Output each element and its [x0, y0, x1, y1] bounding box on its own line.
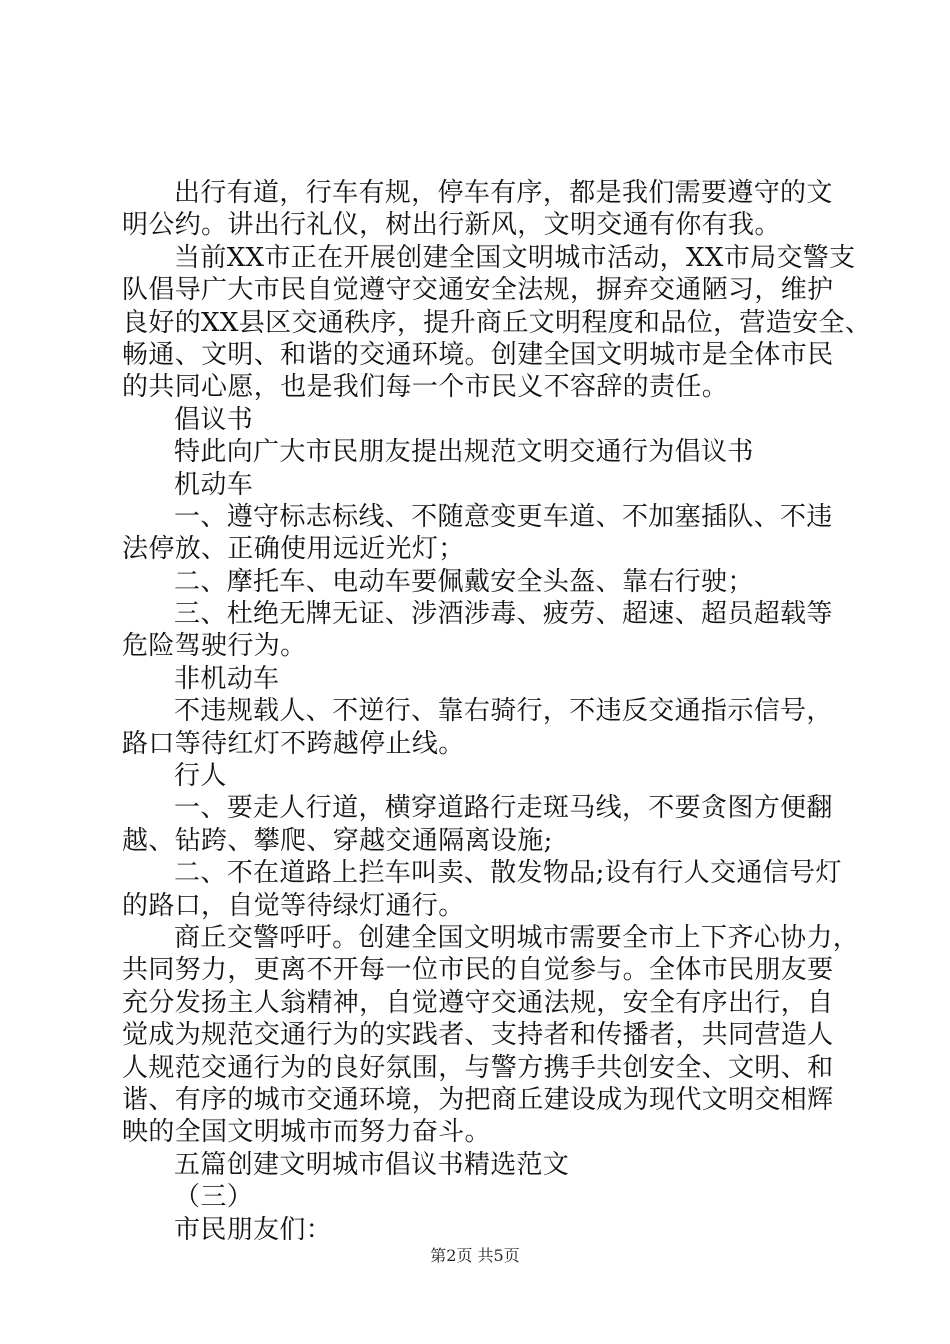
text-line: 当前XX市正在开展创建全国文明城市活动，XX市局交警支 — [174, 242, 856, 273]
section-heading: 倡议书 — [174, 404, 254, 435]
section-heading: （三） — [174, 1182, 254, 1213]
section-heading: 非机动车 — [174, 663, 280, 694]
text-line: 映的全国文明城市而努力奋斗。 — [122, 1117, 491, 1148]
text-line: 二、不在道路上拦车叫卖、散发物品;设有行人交通信号灯 — [174, 858, 842, 889]
text-line: 队倡导广大市民自觉遵守交通安全法规，摒弃交通陋习，维护 — [122, 275, 834, 306]
section-heading: 行人 — [174, 761, 227, 792]
text-line: 商丘交警呼吁。创建全国文明城市需要全市上下齐心协力， — [174, 922, 860, 953]
text-line: 谐、有序的城市交通环境，为把商丘建设成为现代文明交相辉 — [122, 1084, 834, 1115]
text-line: 共同努力，更离不开每一位市民的自觉参与。全体市民朋友要 — [122, 955, 834, 986]
text-line: 人规范交通行为的良好氛围，与警方携手共创安全、文明、和 — [122, 1052, 834, 1083]
text-line: 法停放、正确使用远近光灯； — [122, 534, 465, 565]
document-body — [122, 177, 872, 1246]
section-heading: 机动车 — [174, 469, 254, 500]
salutation: 市民朋友们： — [174, 1214, 333, 1245]
text-line: 出行有道，行车有规，停车有序，都是我们需要遵守的文 — [174, 178, 833, 208]
page-number-footer: 第2页 共5页 — [430, 1246, 520, 1265]
text-line: 良好的XX县区交通秩序，提升商丘文明程度和品位，营造安全、 — [122, 307, 872, 338]
text-line: 充分发扬主人翁精神，自觉遵守交通法规，安全有序出行，自 — [122, 987, 834, 1018]
text-line: 一、要走人行道，横穿道路行走斑马线，不要贪图方便翻 — [174, 793, 833, 824]
text-line: 觉成为规范交通行为的实践者、支持者和传播者，共同营造人 — [122, 1020, 834, 1051]
text-line: 的共同心愿，也是我们每一个市民义不容辞的责任。 — [122, 372, 729, 403]
text-line: 的路口，自觉等待绿灯通行。 — [122, 890, 465, 921]
text-line: 危险驾驶行为。 — [122, 631, 307, 662]
text-line: 不违规载人、不逆行、靠右骑行，不违反交通指示信号， — [174, 696, 833, 727]
text-line: 二、摩托车、电动车要佩戴安全头盔、靠右行驶； — [174, 566, 754, 597]
section-heading: 五篇创建文明城市倡议书精选范文 — [174, 1149, 570, 1180]
text-line: 畅通、文明、和谐的交通环境。创建全国文明城市是全体市民 — [122, 339, 834, 370]
text-line: 明公约。讲出行礼仪，树出行新风，文明交通有你有我。 — [122, 210, 781, 241]
text-line: 越、钻跨、攀爬、穿越交通隔离设施; — [122, 825, 553, 856]
text-line: 一、遵守标志标线、不随意变更车道、不加塞插队、不违 — [174, 501, 833, 532]
text-line: 特此向广大市民朋友提出规范文明交通行为倡议书 — [174, 437, 754, 468]
text-line: 路口等待红灯不跨越停止线。 — [122, 728, 465, 759]
text-line: 三、杜绝无牌无证、涉酒涉毒、疲劳、超速、超员超载等 — [174, 599, 833, 630]
